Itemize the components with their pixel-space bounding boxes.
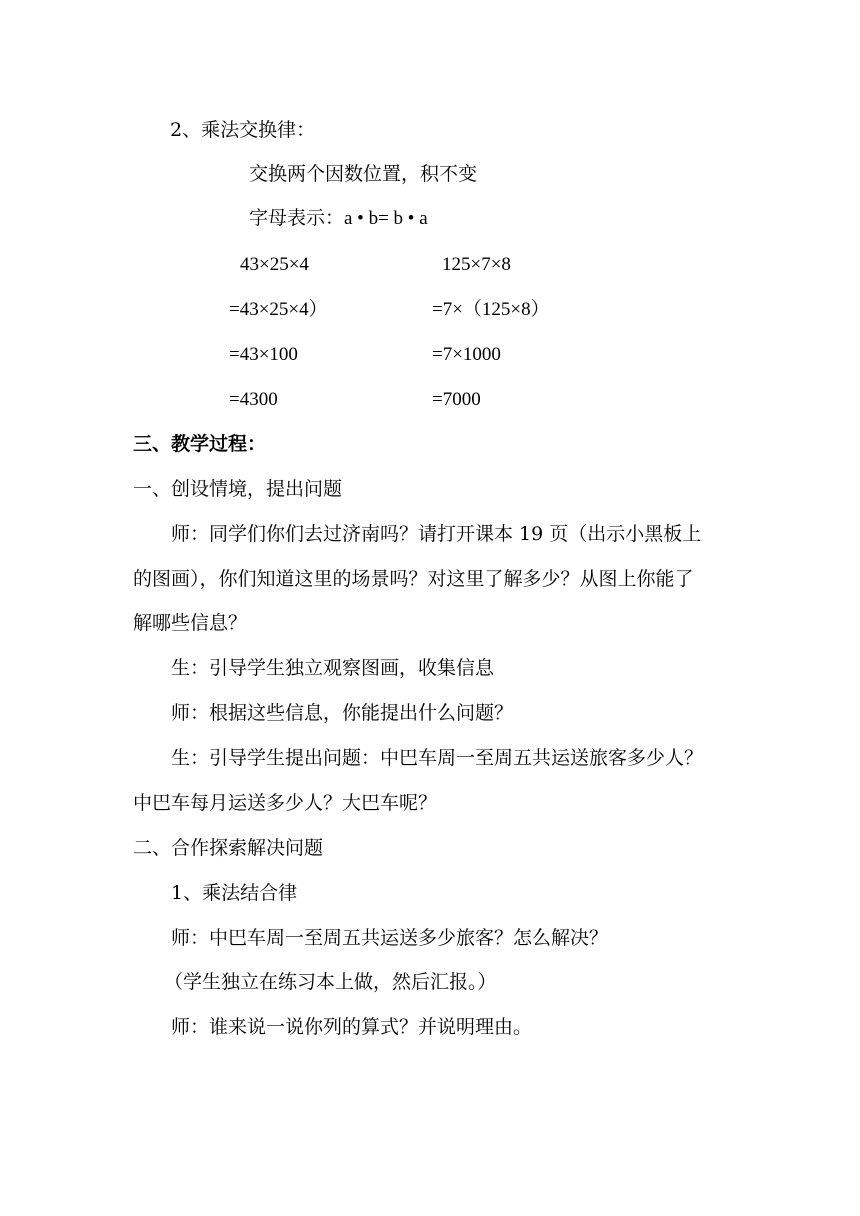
- calc-right-step-1: 125×7×8: [442, 254, 511, 275]
- calc-right-step-2: =7×（125×8）: [432, 299, 550, 320]
- paragraph-line: 生：引导学生独立观察图画，收集信息: [171, 657, 495, 679]
- subheading-create-situation: 一、创设情境，提出问题: [133, 478, 343, 500]
- paragraph-line: 师：谁来说一说你列的算式？并说明理由。: [171, 1016, 533, 1038]
- calc-right-step-4: =7000: [432, 389, 481, 410]
- paragraph-line: 师：根据这些信息，你能提出什么问题？: [171, 702, 514, 724]
- paragraph-line: 的图画），你们知道这里的场景吗？对这里了解多少？从图上你能了: [133, 568, 694, 590]
- subheading-cooperative-exploration: 二、合作探索解决问题: [133, 837, 324, 859]
- text-letter-formula: 字母表示：a • b= b • a: [249, 208, 428, 229]
- subheading-associative-law: 1、乘法结合律: [171, 882, 298, 904]
- paragraph-line: 中巴车每月运送多少人？大巴车呢？: [133, 792, 438, 814]
- calc-left-step-2: =43×25×4）: [229, 299, 328, 320]
- calc-left-step-3: =43×100: [229, 344, 298, 365]
- paragraph-line: 解哪些信息？: [133, 612, 248, 634]
- text-rule-statement: 交换两个因数位置，积不变: [249, 163, 478, 185]
- heading-commutative-law: 2、乘法交换律：: [170, 119, 316, 141]
- calc-left-step-4: =4300: [229, 389, 278, 410]
- paragraph-line: 师：同学们你们去过济南吗？请打开课本 19 页（出示小黑板上: [171, 523, 702, 545]
- paragraph-line: 师：中巴车周一至周五共运送多少旅客？怎么解决？: [171, 927, 609, 949]
- calc-right-step-3: =7×1000: [432, 344, 501, 365]
- paragraph-line: （学生独立在练习本上做，然后汇报。）: [164, 971, 497, 993]
- paragraph-line: 生：引导学生提出问题：中巴车周一至周五共运送旅客多少人？: [171, 747, 704, 769]
- calc-left-step-1: 43×25×4: [240, 254, 309, 275]
- section-heading-teaching-process: 三、教学过程：: [133, 433, 267, 455]
